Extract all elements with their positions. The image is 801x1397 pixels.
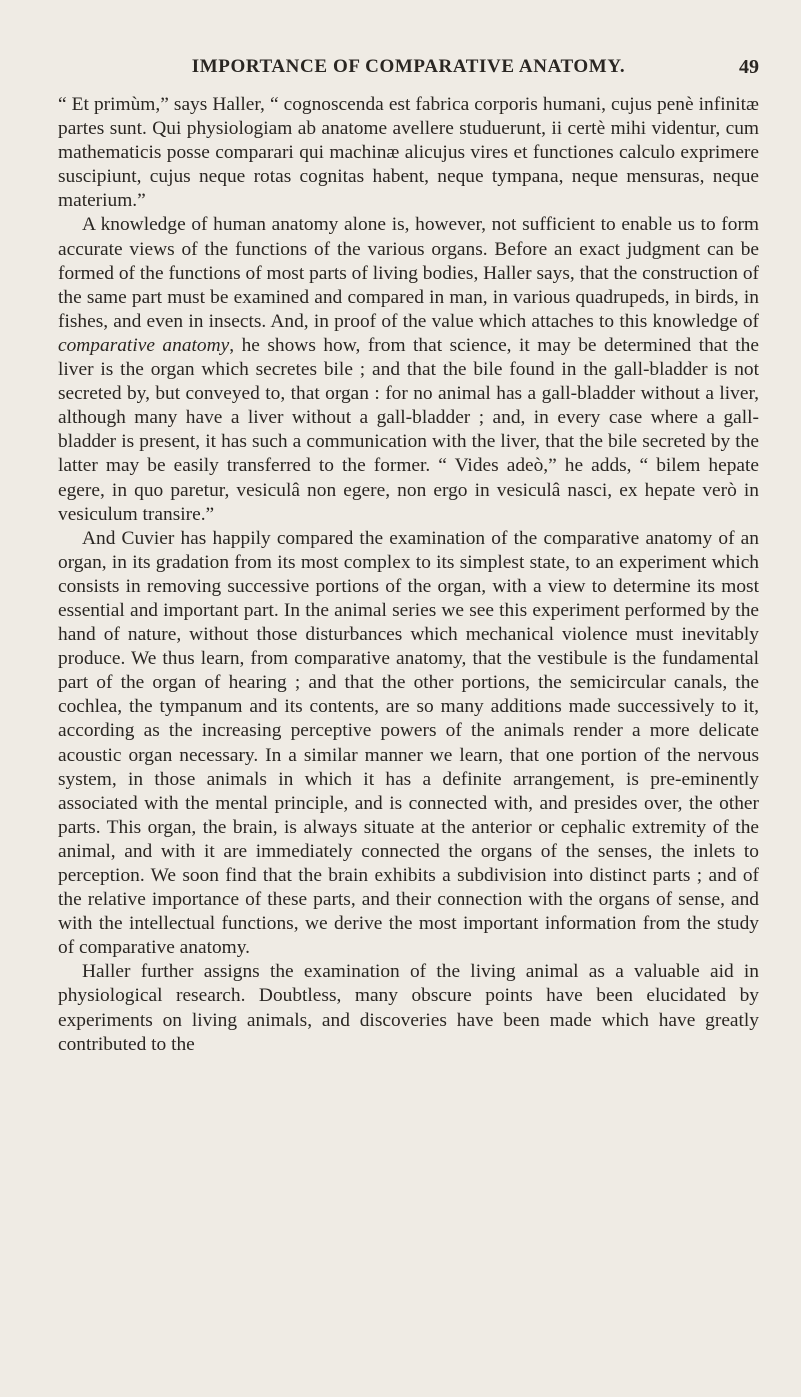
body-text <box>58 93 759 1057</box>
paragraph-text-after: , he shows how, from that science, it may be determined that the liver is the organ which secretes bile ; and that the bile found in the gall-bladder is not secreted by, but conveyed to, that organ : for no animal has a gall-bladder without a liver, although many have a liver without a gall-bladder ; and, in every case where a gall-bladder is present, it has such a communication with the liver, that the bile secreted by the latter may be easily transferred to the former. “ Vides adeò,” he adds, “ bilem hepate egere, in quo paretur, vesiculâ non egere, non ergo in vesiculâ nasci, ex hepate verò in vesiculum transire.” <box>58 334 759 525</box>
page-number: 49 <box>739 56 759 78</box>
paragraph-comparative-anatomy <box>58 213 759 526</box>
paragraph-haller-quote: “ Et primùm,” says Haller, “ cognoscenda est fabrica corporis humani, cujus penè infinitæ partes sunt. Qui physiologiam ab anatome avellere studuerunt, ii certè mihi videntur, cum mathematicis posse comparari qui machinæ alicujus vires et functiones calculo exprimere suscipiunt, cujus neque rotas cognitas habent, neque tympana, neque mensuras, neque materium.” <box>58 94 759 212</box>
emphasized-phrase: comparative anatomy <box>58 334 230 356</box>
page-header <box>58 56 759 86</box>
paragraph-text-before: A knowledge of human anatomy alone is, however, not sufficient to enable us to form accurate views of the functions of the various organs. Before an exact judgment can be formed of the functions of most parts of living bodies, Haller says, that the construction of the same part must be examined and compared in man, in various quadrupeds, in birds, in fishes, and even in insects. And, in proof of the value which attaches to this knowledge of <box>58 214 759 332</box>
paragraph-living-animal: Haller further assigns the examination of the living animal as a valuable aid in physiological research. Doubtless, many obscure points have been elucidated by experiments on living animals, and discoveries have been made which have greatly contributed to the <box>58 961 759 1055</box>
paragraph-cuvier: And Cuvier has happily compared the examination of the comparative anatomy of an organ, in its gradation from its most complex to its simplest state, to an experiment which consists in removing successive portions of the organ, with a view to determine its most essential and important part. In the animal series we see this experiment performed by the hand of nature, without those disturbances which mechanical violence must inevitably produce. We thus learn, from comparative anatomy, that the vestibule is the fundamental part of the organ of hearing ; and that the other portions, the semicircular canals, the cochlea, the tympanum and its contents, are so many additions made successively to it, according as the increasing perceptive powers of the animals render a more delicate acoustic organ necessary. In a similar manner we learn, that one portion of the nervous system, in those animals in which it has a definite arrangement, is pre-eminently associated with the mental principle, and is connected with, and presides over, the other parts. This organ, the brain, is always situate at the anterior or cephalic extremity of the animal, and with it are immediately connected the organs of the senses, the inlets to perception. We soon find that the brain exhibits a subdivision into distinct parts ; and of the relative importance of these parts, and their connection with the organs of sense, and with the intellectual functions, we derive the most important information from the study of comparative anatomy. <box>58 527 759 959</box>
running-head: IMPORTANCE OF COMPARATIVE ANATOMY. <box>191 56 626 77</box>
